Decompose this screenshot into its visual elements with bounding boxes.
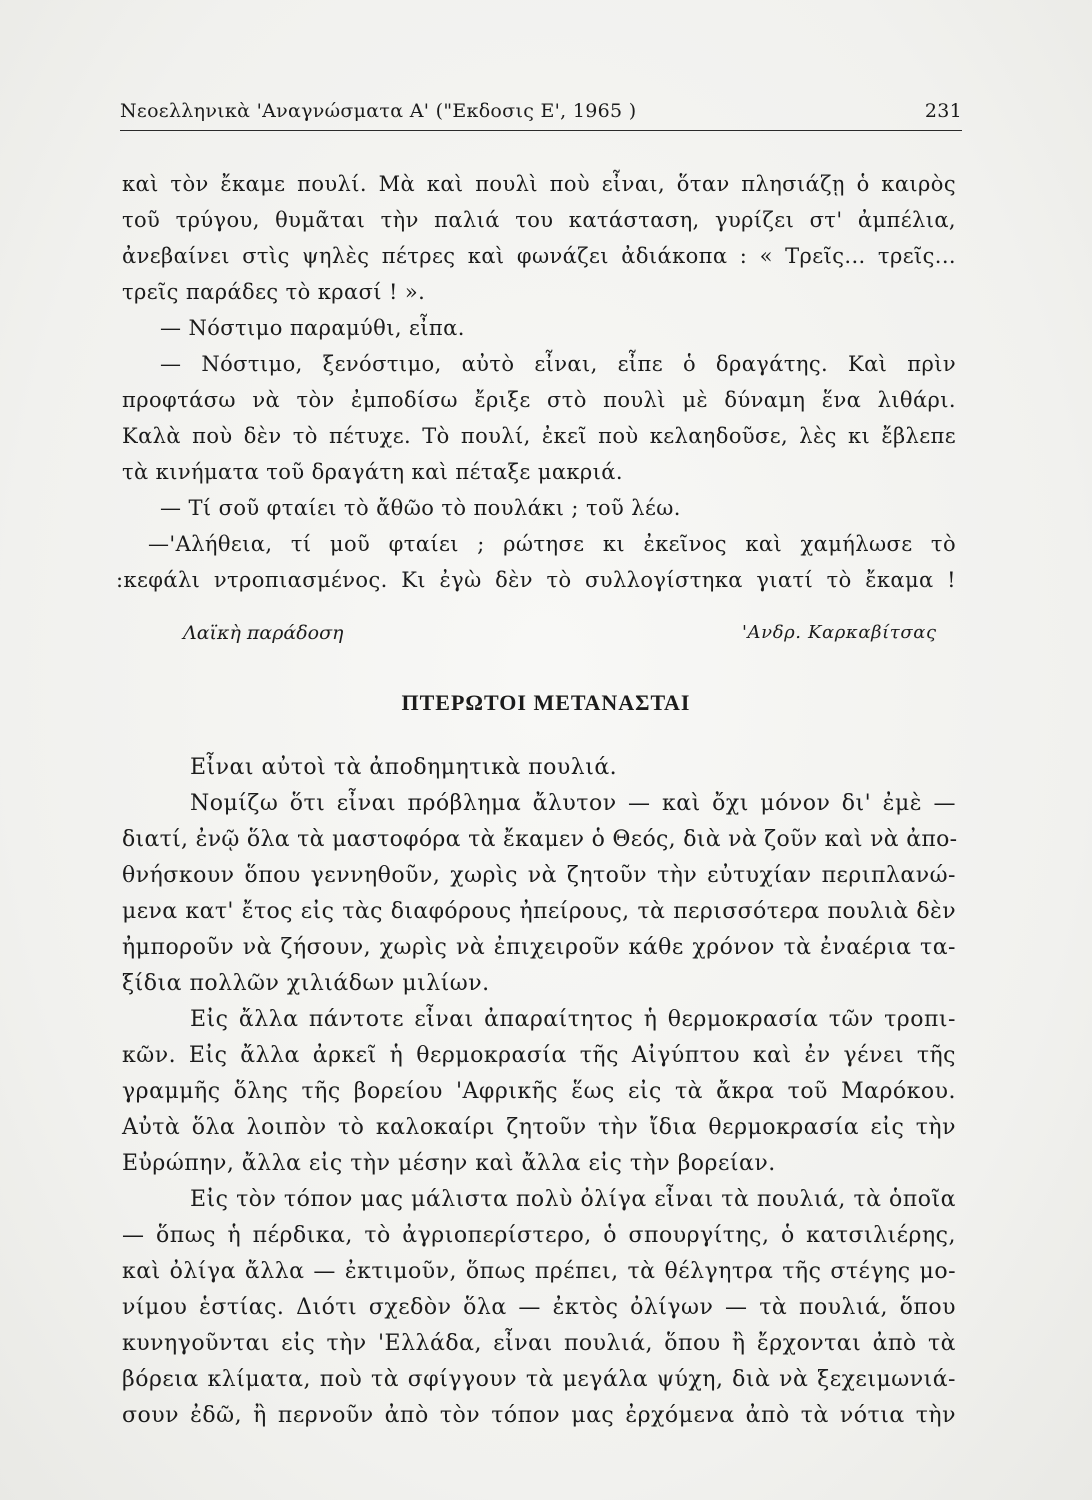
text-line: Εἰς τὸν τόπον μας μάλιστα πολὺ ὀλίγα εἶναι τὰ πουλιά, τὰ ὁποῖα (190, 1187, 956, 1212)
text-line: κῶν. Εἰς ἄλλα ἀρκεῖ ἡ θερμοκρασία τῆς Αἰγύπτου καὶ ἐν γένει τῆς (122, 1043, 956, 1068)
text-line: θνήσκουν ὅπου γεννηθοῦν, χωρὶς νὰ ζητοῦν τὴν εὐτυχίαν περιπλανώ- (122, 863, 956, 888)
text-line: γραμμῆς ὅλης τῆς βορείου 'Αφρικῆς ἕως εἰς τὰ ἄκρα τοῦ Μαρόκου. (122, 1079, 956, 1104)
attribution-source: Λαϊκὴ παράδοση (183, 622, 344, 644)
text-line: τοῦ τρύγου, θυμᾶται τὴν παλιά του κατάσταση, γυρίζει στ' ἀμπέλια, (122, 208, 956, 232)
text-line: προφτάσω νὰ τὸν ἐμποδίσω ἔριξε στὸ πουλὶ μὲ δύναμη ἕνα λιθάρι. (122, 388, 956, 412)
dialogue-line: — Τί σοῦ φταίει τὸ ἄθῶο τὸ πουλάκι ; τοῦ λέω. (160, 496, 681, 520)
text-line: Καλὰ ποὺ δὲν τὸ πέτυχε. Τὸ πουλί, ἐκεῖ ποὺ κελαηδοῦσε, λὲς κι ἔβλεπε (122, 424, 956, 448)
text-line: καὶ τὸν ἔκαμε πουλί. Μὰ καὶ πουλὶ ποὺ εἶναι, ὅταν πλησιάζῃ ὁ καιρὸς (122, 172, 956, 196)
header-title: Νεοελληνικὰ 'Αναγνώσματα Α' ("Εκδοσις Ε', 1965 ) (120, 100, 637, 122)
text-line: Εὐρώπην, ἄλλα εἰς τὴν μέσην καὶ ἄλλα εἰς τὴν βορείαν. (122, 1151, 776, 1176)
section-title: ΠΤΕΡΩΤΟΙ ΜΕΤΑΝΑΣΤΑΙ (401, 690, 691, 715)
text-line: Εἶναι αὐτοὶ τὰ ἀποδημητικὰ πουλιά. (190, 755, 618, 780)
running-header (120, 100, 962, 130)
attribution-author: 'Ανδρ. Καρκαβίτσας (742, 622, 937, 643)
text-line: ἠμποροῦν νὰ ζήσουν, χωρὶς νὰ ἐπιχειροῦν κάθε χρόνον τὰ ἐναέρια τα- (122, 935, 956, 960)
page-number: 231 (924, 100, 962, 122)
text-line: νίμου ἑστίας. Διότι σχεδὸν ὅλα — ἐκτὸς ὀλίγων — τὰ πουλιά, ὅπου (122, 1295, 956, 1320)
text-line: :κεφάλι ντροπιασμένος. Κι ἐγὼ δὲν τὸ συλλογίστηκα γιατί τὸ ἔκαμα ! (116, 568, 956, 592)
dialogue-line: — Νόστιμο παραμύθι, εἶπα. (160, 316, 465, 340)
text-line: διατί, ἐνῷ ὅλα τὰ μαστοφόρα τὰ ἔκαμεν ὁ Θεός, διὰ νὰ ζοῦν καὶ νὰ ἀπο- (122, 827, 958, 852)
text-line: Αὐτὰ ὅλα λοιπὸν τὸ καλοκαίρι ζητοῦν τὴν ἴδια θερμοκρασία εἰς τὴν (122, 1115, 956, 1140)
text-line: ξίδια πολλῶν χιλιάδων μιλίων. (122, 971, 490, 996)
dialogue-line: —'Αλήθεια, τί μοῦ φταίει ; ρώτησε κι ἐκεῖνος καὶ χαμήλωσε τὸ (148, 532, 956, 556)
text-line: τὰ κινήματα τοῦ δραγάτη καὶ πέταξε μακριά. (122, 460, 623, 484)
text-line: τρεῖς παράδες τὸ κρασί ! ». (122, 280, 426, 304)
header-rule (120, 130, 962, 131)
text-line: βόρεια κλίματα, ποὺ τὰ σφίγγουν τὰ μεγάλα ψύχη, διὰ νὰ ξεχειμωνιά- (122, 1367, 956, 1392)
text-line: Εἰς ἄλλα πάντοτε εἶναι ἀπαραίτητος ἡ θερμοκρασία τῶν τροπι- (190, 1007, 956, 1032)
text-line: — ὅπως ἡ πέρδικα, τὸ ἀγριοπερίστερο, ὁ σπουργίτης, ὁ κατσιλιέρης, (122, 1223, 956, 1248)
text-line: ἀνεβαίνει στὶς ψηλὲς πέτρες καὶ φωνάζει ἀδιάκοπα : « Τρεῖς... τρεῖς... (122, 244, 956, 268)
text-line: Νομίζω ὅτι εἶναι πρόβλημα ἄλυτον — καὶ ὄχι μόνον δι' ἐμὲ — (190, 791, 956, 816)
text-line: σουν ἐδῶ, ἢ περνοῦν ἀπὸ τὸν τόπον μας ἐρχόμενα ἀπὸ τὰ νότια τὴν (122, 1403, 956, 1428)
dialogue-line: — Νόστιμο, ξενόστιμο, αὐτὸ εἶναι, εἶπε ὁ δραγάτης. Καὶ πρὶν (160, 352, 956, 376)
text-line: μενα κατ' ἔτος εἰς τὰς διαφόρους ἠπείρους, τὰ περισσότερα πουλιὰ δὲν (122, 899, 956, 924)
text-line: κυνηγοῦνται εἰς τὴν 'Ελλάδα, εἶναι πουλιά, ὅπου ἢ ἔρχονται ἀπὸ τὰ (122, 1331, 956, 1356)
text-line: καὶ ὀλίγα ἄλλα — ἐκτιμοῦν, ὅπως πρέπει, τὰ θέλγητρα τῆς στέγης μο- (122, 1259, 956, 1284)
